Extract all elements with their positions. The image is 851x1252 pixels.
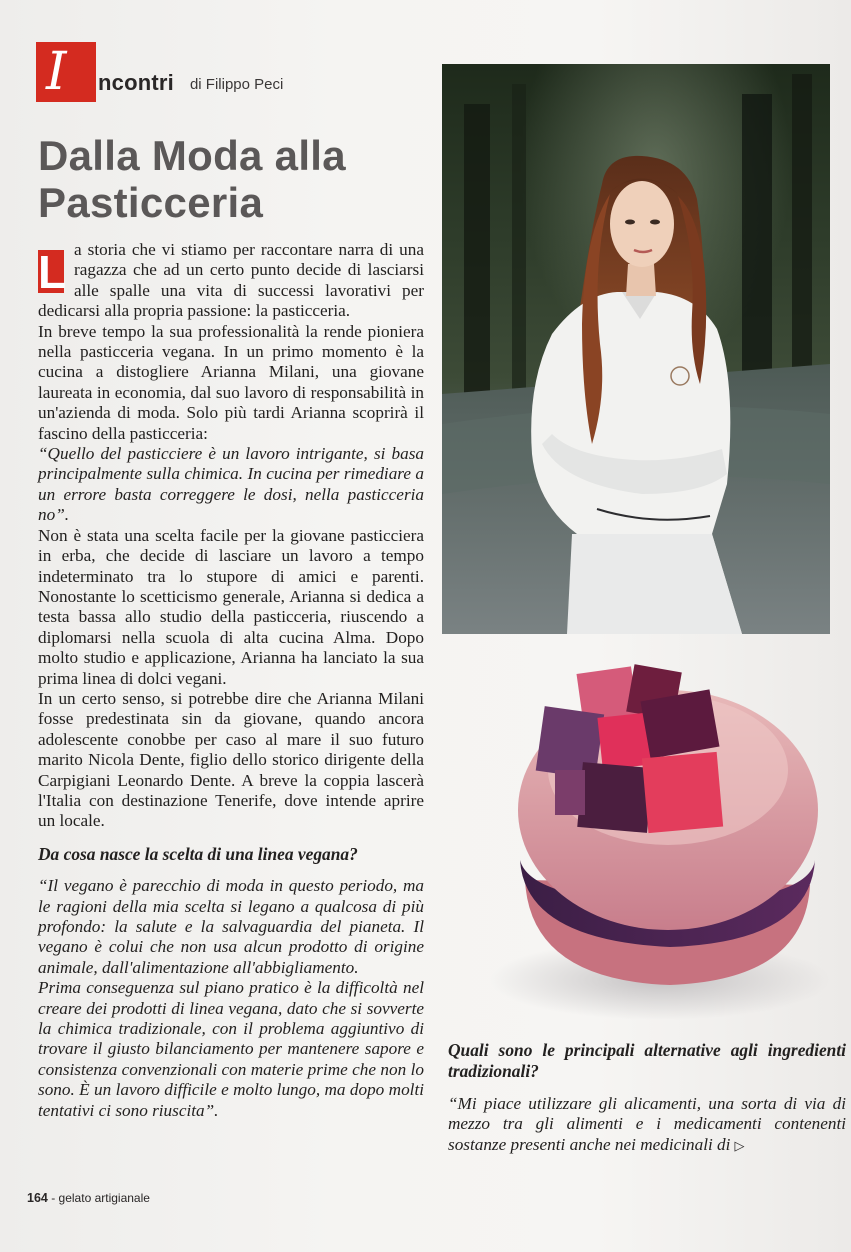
footer-separator: - (51, 1191, 56, 1205)
article-body-left (38, 240, 424, 1121)
interview-answer-1a: “Il vegano è parecchio di moda in questo periodo, ma le ragioni della mia scelta si legano a qualcosa di più profondo: la salute e la salvaguardia del pianeta. Il vegano è colui che non usa alcun prodotto di origine animale, dall'alimentazione all'abbigliamento. (38, 876, 424, 977)
drop-cap: L (38, 246, 67, 298)
interview-answer-2 (448, 1094, 846, 1156)
publication-name: gelato artigianale (58, 1191, 150, 1205)
paragraph-career: In breve tempo la sua professionalità la rende pioniera nella pasticceria vegana. In un primo momento è la cucina a distogliere Arianna Milani, una giovane laureata in economia, dal suo lavoro di responsabilità in un'azienda di moda. Solo più tardi Arianna scoprirà il fascino della pasticceria: (38, 321, 424, 443)
author-byline: di Filippo Peci (189, 76, 284, 93)
page-footer (27, 1191, 150, 1205)
portrait-photo (442, 64, 830, 634)
article-body-right (448, 1040, 846, 1156)
section-header (36, 42, 283, 102)
portrait-illustration (442, 64, 830, 634)
continue-arrow-icon: ▷ (734, 1137, 745, 1153)
dessert-photo (470, 660, 850, 1030)
quote-chemistry: “Quello del pasticciere è un lavoro intrigante, si basa principalmente sulla chimica. In cucina per rimediare a un errore basta correggere le dosi, nella pasticceria no”. (38, 444, 424, 525)
paragraph-intro: a storia che vi stiamo per raccontare narra di una ragazza che ad un certo punto decide di lasciarsi alle spalle una vita di successi lavorativi per dedicarsi alla propria passione: la pasticceria. (38, 240, 424, 321)
page-number: 164 (27, 1191, 48, 1205)
interview-question-1: Da cosa nasce la scelta di una linea vegana? (38, 843, 358, 864)
interview-answer-2-text: “Mi piace utilizzare gli alicamenti, una sorta di via di mezzo tra gli alimenti e i medicamenti contenenti sostanze presenti anche nei medicinali di (448, 1094, 846, 1154)
section-logo (36, 42, 96, 102)
interview-question-2: Quali sono le principali alternative agli ingredienti tradizionali? (448, 1040, 846, 1081)
article-headline: Dalla Moda alla Pasticceria (38, 132, 346, 226)
section-title: ncontri (98, 70, 174, 95)
section-logo-letter: I (46, 42, 67, 102)
interview-answer-1b: Prima conseguenza sul piano pratico è la difficoltà nel creare dei prodotti di linea vegana, dato che si sovverte la chimica tradizionale, con il problema aggiuntivo di trovare il giusto bilanciamento per mantenere sapore e consistenza convenzionali con materie prime che non lo sono. È un lavoro difficile e molto lungo, ma dopo molti tentativi ci sono riuscita”. (38, 978, 424, 1120)
paragraph-training: Non è stata una scelta facile per la giovane pasticciera in erba, che decide di lasciare un lavoro a tempo indeterminato tra lo stupore di amici e parenti. Nonostante lo scetticismo generale, Arianna si dedica a testa bassa allo studio della pasticceria, riuscendo a diplomarsi nella scuola di alta cucina Alma. Dopo molto studio e applicazione, Arianna ha lanciato la sua prima linea di dolci vegani. (38, 525, 424, 688)
paragraph-destiny: In un certo senso, si potrebbe dire che Arianna Milani fosse predestinata sin da giovane, quando ancora adolescente conobbe per caso al mare il suo futuro marito Nicola Dente, figlio dello storico dirigente della Carpigiani Leonardo Dente. A breve la coppia lascerà l'Italia con destinazione Tenerife, dove intende aprire un locale. (38, 688, 424, 831)
